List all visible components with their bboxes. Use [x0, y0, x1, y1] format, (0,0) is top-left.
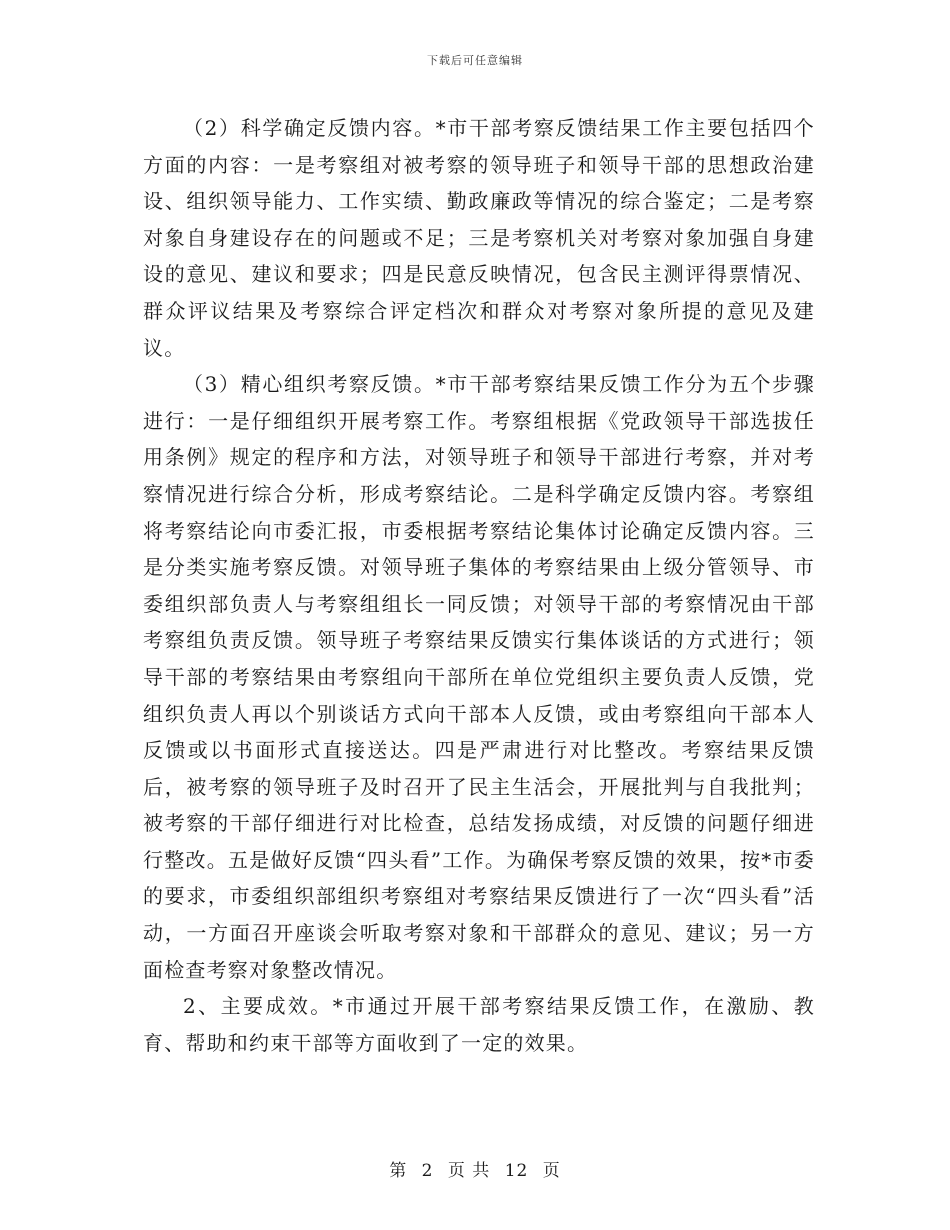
paragraph-feedback-organization: （3）精心组织考察反馈。*市干部考察结果反馈工作分为五个步骤进行：一是仔细组织开展考察工作。考察组根据《党政领导干部选拔任用条例》规定的程序和方法，对领导班子和领导干部进行考察，并对考察情况进行综合分析，形成考察结论。二是科学确定反馈内容。考察组将考察结论向市委汇报，市委根据考察结论集体讨论确定反馈内容。三是分类实施考察反馈。对领导班子集体的考察结果由上级分管领导、市委组织部负责人与考察组组长一同反馈；对领导干部的考察情况由干部考察组负责反馈。领导班子考察结果反馈实行集体谈话的方式进行；领导干部的考察结果由考察组向干部所在单位党组织主要负责人反馈，党组织负责人再以个别谈话方式向干部本人反馈，或由考察组向干部本人反馈或以书面形式直接送达。四是严肃进行对比整改。考察结果反馈后，被考察的领导班子及时召开了民主生活会，开展批判与自我批判；被考察的干部仔细进行对比检查，总结发扬成绩，对反馈的问题仔细进行整改。五是做好反馈“四头看”工作。为确保考察反馈的效果，按*市委的要求，市委组织部组织考察组对考察结果反馈进行了一次“四头看”活动，一方面召开座谈会听取考察对象和干部群众的意见、建议；另一方面检查考察对象整改情况。 — [143, 372, 815, 982]
paragraph-main-results: 2、主要成效。*市通过开展干部考察结果反馈工作，在激励、教育、帮助和约束干部等方面收到了一定的效果。 — [143, 994, 815, 1055]
paragraph-feedback-content: （2）科学确定反馈内容。*市干部考察反馈结果工作主要包括四个方面的内容：一是考察组对被考察的领导班子和领导干部的思想政治建设、组织领导能力、工作实绩、勤政廉政等情况的综合鉴定；二是考察对象自身建设存在的问题或不足；三是考察机关对考察对象加强自身建设的意见、建议和要求；四是民意反映情况，包含民主测评得票情况、群众评议结果及考察综合评定档次和群众对考察对象所提的意见及建议。 — [143, 116, 815, 360]
footer-total-pages: 12 — [504, 1161, 529, 1181]
page-header: 下载后可任意编辑 — [427, 54, 523, 67]
footer-suffix: 页 — [542, 1161, 561, 1181]
footer-middle: 页 共 — [447, 1161, 491, 1181]
footer-current-page: 2 — [421, 1161, 434, 1181]
footer-prefix: 第 — [389, 1161, 408, 1181]
page-footer — [0, 1156, 950, 1181]
document-body — [143, 110, 815, 1061]
